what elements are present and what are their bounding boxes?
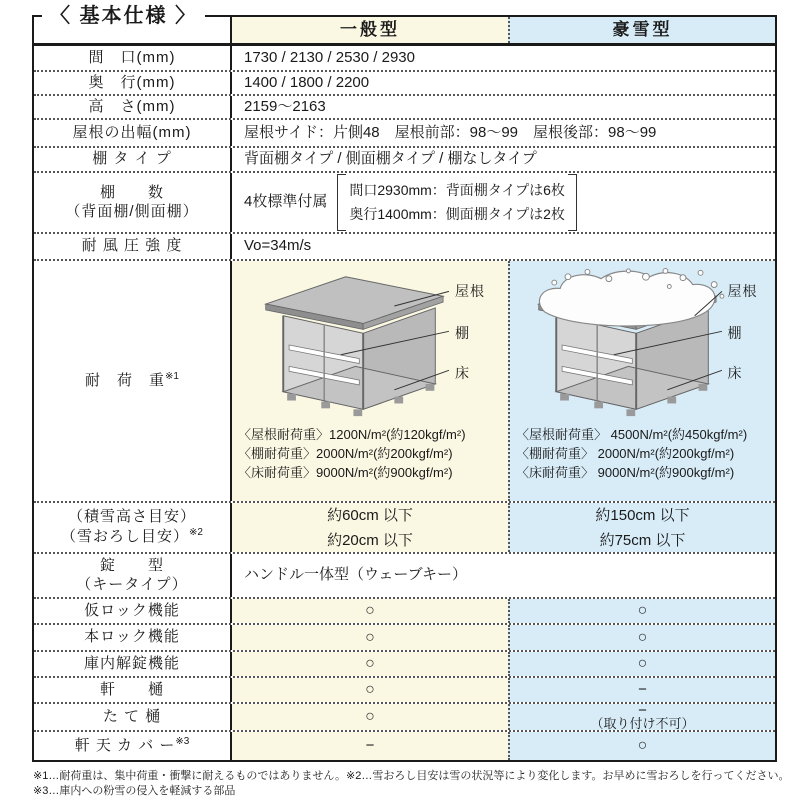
row-depth-value: 1400 / 1800 / 2200 xyxy=(244,73,370,91)
snow-depth-general-line2: 約20cm 以下 xyxy=(327,531,413,549)
row-vertical-gutter-label: た て 樋 xyxy=(34,704,232,730)
inside-unlock-heavy-snow-mark: ○ xyxy=(508,652,775,676)
vertical-gutter-general-mark: ○ xyxy=(232,704,508,730)
row-vertical-gutter xyxy=(34,704,775,732)
row-eaves-gutter xyxy=(34,678,775,704)
row-height xyxy=(34,96,775,120)
load-roof-general: 〈屋根耐荷重〉1200N/m²(約120kgf/m²) xyxy=(238,427,466,442)
main-lock-heavy-snow-mark: ○ xyxy=(508,625,775,650)
row-snow-depth xyxy=(34,503,775,554)
row-temp-lock-label: 仮ロック機能 xyxy=(34,599,232,623)
main-lock-general-mark: ○ xyxy=(232,625,508,650)
shed-diagram-general xyxy=(245,267,495,421)
diagram-label-floor: 床 xyxy=(727,365,743,381)
lock-type-label-line1: 錠 型 xyxy=(99,556,164,574)
row-height-label: 高 さ(mm) xyxy=(34,96,232,118)
shelf-count-label-line2: （背面棚/側面棚） xyxy=(65,202,199,220)
snow-depth-general-cell xyxy=(232,503,508,552)
load-floor-heavy-snow: 〈床耐荷重〉 9000N/m²(約900kgf/m²) xyxy=(516,465,735,480)
snow-depth-heavy-snow-line2: 約75cm 以下 xyxy=(599,531,686,549)
row-shelf-count-value xyxy=(232,173,775,232)
load-shelf-general: 〈棚耐荷重〉2000N/m²(約200kgf/m²) xyxy=(238,446,453,461)
shelf-count-bracket-line1: 間口2930mm：背面棚タイプは6枚 xyxy=(349,182,565,199)
load-roof-heavy-snow: 〈屋根耐荷重〉 4500N/m²(約450kgf/m²) xyxy=(516,427,748,442)
snow-depth-heavy-snow-line1: 約150cm 以下 xyxy=(595,506,690,524)
shelf-count-main: 4枚標準付属 xyxy=(244,193,328,211)
row-width xyxy=(34,46,775,72)
temp-lock-heavy-snow-mark: ○ xyxy=(508,599,775,623)
row-eaves-gutter-label: 軒 樋 xyxy=(34,678,232,702)
row-temp-lock xyxy=(34,599,775,625)
row-lock-type xyxy=(34,554,775,599)
vertical-gutter-heavy-snow-note: （取り付け不可） xyxy=(590,716,695,731)
vertical-gutter-heavy-snow-cell xyxy=(508,704,775,730)
shelf-count-label-line1: 棚 数 xyxy=(99,183,164,201)
load-values-heavy-snow xyxy=(510,421,775,482)
row-roof-overhang-value: 屋根サイド：片側48 屋根前部：98～99 屋根後部：98～99 xyxy=(244,123,657,141)
row-depth xyxy=(34,72,775,96)
soffit-cover-note-mark: ※3 xyxy=(175,736,190,748)
column-header-general: 一般型 xyxy=(232,17,508,43)
row-roof-overhang xyxy=(34,120,775,148)
diagram-label-floor: 床 xyxy=(455,365,470,381)
row-soffit-cover xyxy=(34,732,775,760)
eaves-gutter-heavy-snow-mark: − xyxy=(508,678,775,702)
spec-table xyxy=(32,5,777,762)
row-shelf-count-label xyxy=(34,173,232,232)
load-shelf-heavy-snow: 〈棚耐荷重〉 2000N/m²(約200kgf/m²) xyxy=(516,446,735,461)
load-capacity-general-cell xyxy=(232,261,508,501)
snow-depth-general-line1: 約60cm 以下 xyxy=(327,506,413,524)
load-values-general xyxy=(232,421,508,482)
snow-depth-heavy-snow-cell xyxy=(508,503,775,552)
row-lock-type-label xyxy=(34,554,232,597)
row-shelf-type-value: 背面棚タイプ / 側面棚タイプ / 棚なしタイプ xyxy=(244,150,537,168)
load-capacity-heavy-snow-cell xyxy=(508,261,775,501)
row-depth-label: 奥 行(mm) xyxy=(34,72,232,94)
row-roof-overhang-label: 屋根の出幅(mm) xyxy=(34,120,232,146)
snow-depth-note-mark: ※2 xyxy=(189,527,203,538)
page-title: 〈 基本仕様 〉 xyxy=(42,3,205,29)
row-main-lock-label: 本ロック機能 xyxy=(34,625,232,650)
load-capacity-note-mark: ※1 xyxy=(165,371,179,383)
row-snow-depth-label xyxy=(34,503,232,552)
load-capacity-label-text: 耐 荷 重 xyxy=(85,372,166,390)
vertical-gutter-heavy-snow-mark: − xyxy=(638,702,647,719)
shed-diagram-heavy-snow xyxy=(518,267,768,421)
soffit-cover-general-mark: − xyxy=(232,732,508,760)
row-main-lock xyxy=(34,625,775,652)
row-inside-unlock-label: 庫内解錠機能 xyxy=(34,652,232,676)
snow-depth-label-line1: （積雪高さ目安） xyxy=(67,508,196,526)
soffit-cover-label-text: 軒 天 カ バ ー xyxy=(74,737,176,755)
diagram-label-roof: 屋根 xyxy=(727,283,758,299)
diagram-label-shelf: 棚 xyxy=(455,325,470,341)
diagram-label-roof: 屋根 xyxy=(455,283,485,299)
eaves-gutter-general-mark: ○ xyxy=(232,678,508,702)
row-load-capacity-label xyxy=(34,261,232,501)
footnote-line2: ※3…庫内への粉雪の侵入を軽減する部品 xyxy=(33,785,236,797)
row-wind-resistance-label: 耐 風 圧 強 度 xyxy=(34,234,232,259)
inside-unlock-general-mark: ○ xyxy=(232,652,508,676)
diagram-label-shelf: 棚 xyxy=(727,325,743,341)
load-floor-general: 〈床耐荷重〉9000N/m²(約900kgf/m²) xyxy=(238,465,453,480)
shelf-count-bracket-line2: 奥行1400mm：側面棚タイプは2枚 xyxy=(349,205,565,222)
row-inside-unlock xyxy=(34,652,775,678)
row-wind-resistance xyxy=(34,234,775,261)
footnote-line1: ※1…耐荷重は、集中荷重・衝撃に耐えるものではありません。※2…雪おろし目安は雪の状況等により変化します。お早めに雪おろしを行ってください。 xyxy=(33,770,790,782)
row-load-capacity xyxy=(34,261,775,503)
footnotes xyxy=(33,769,793,799)
row-width-label: 間 口(mm) xyxy=(34,46,232,70)
column-header-heavy-snow: 豪雪型 xyxy=(508,17,775,43)
temp-lock-general-mark: ○ xyxy=(232,599,508,623)
row-shelf-count xyxy=(34,173,775,234)
snow-depth-label-line2: （雪おろし目安） xyxy=(61,528,190,545)
lock-type-label-line2: （キータイプ） xyxy=(76,575,188,593)
row-height-value: 2159～2163 xyxy=(244,97,326,115)
row-lock-type-value: ハンドル一体型（ウェーブキー） xyxy=(244,566,468,584)
row-wind-resistance-value: Vo=34m/s xyxy=(244,237,312,255)
shelf-count-bracket xyxy=(337,174,577,230)
row-width-value: 1730 / 2130 / 2530 / 2930 xyxy=(244,48,415,66)
row-shelf-type-label: 棚 タ イ プ xyxy=(34,148,232,171)
row-soffit-cover-label xyxy=(34,732,232,760)
soffit-cover-heavy-snow-mark: ○ xyxy=(508,732,775,760)
row-shelf-type xyxy=(34,148,775,173)
